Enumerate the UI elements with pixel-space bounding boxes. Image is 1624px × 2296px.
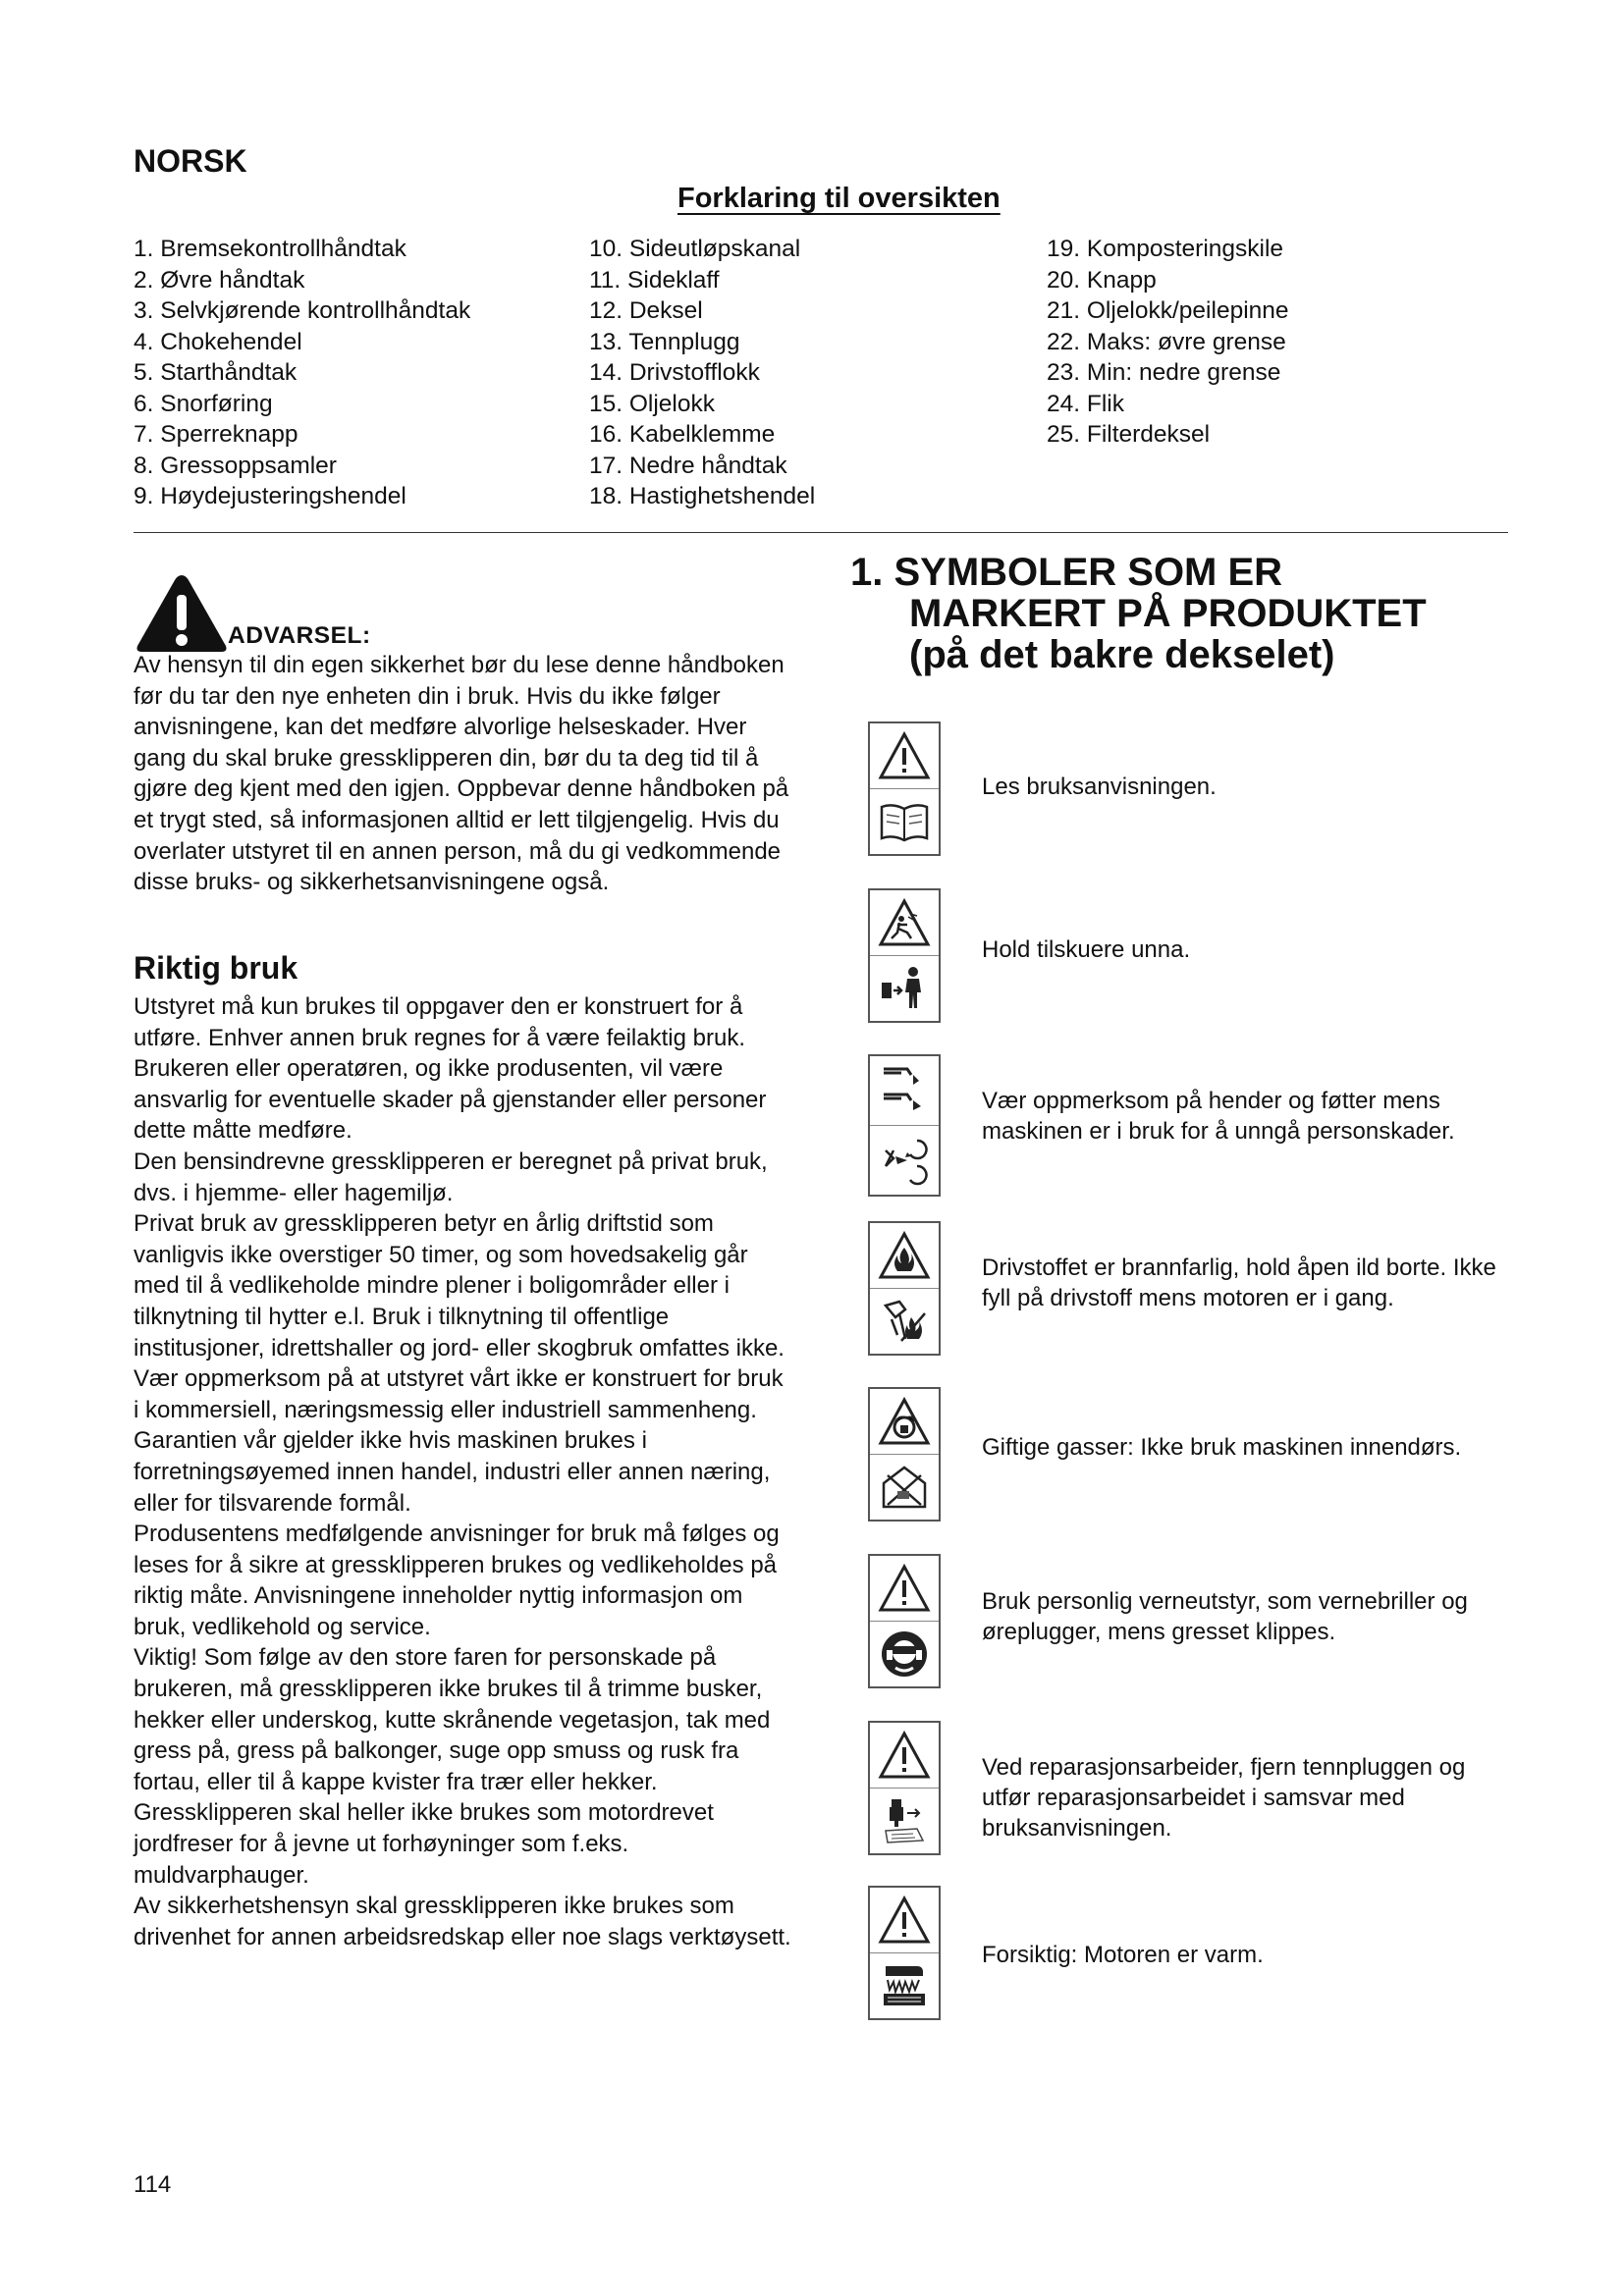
symbol-description: Forsiktig: Motoren er varm. <box>982 1942 1264 1968</box>
legend-item: 19. Komposteringskile <box>1047 236 1284 262</box>
flammable-fuel-icon <box>868 1221 941 1356</box>
legend-item: 17. Nedre håndtak <box>589 452 787 479</box>
correct-use-heading: Riktig bruk <box>134 950 298 986</box>
warning-label: ADVARSEL: <box>228 622 371 649</box>
legend-item: 2. Øvre håndtak <box>134 266 305 294</box>
symbol-description: Drivstoffet er brannfarlig, hold åpen ild borte. Ikke fyll på drivstoff mens motoren er i gang. <box>982 1255 1496 1311</box>
legend-item: 11. Sideklaff <box>589 266 720 294</box>
paragraph: Viktig! Som følge av den store faren for personskade på brukeren, må gressklipperen ikke brukes til å trimme busker, hekker eller underskog, kutte skrånende vegetasjon, tak med gress på, gress på balkonger, suge opp smuss og rusk fra fortau, eller til å kappe kvister fra trær eller hekker. Gressklipperen skal heller ikke brukes som motordrevet jordfreser for å jevne ut forhøyninger som f.eks. muldvarphauger. <box>134 1644 771 1889</box>
symbol-description: Les bruksanvisningen. <box>982 774 1217 800</box>
legend-item: 4. Chokehendel <box>134 328 302 355</box>
legend-item: 5. Starthåndtak <box>134 359 298 386</box>
legend-item: 6. Snorføring <box>134 390 273 417</box>
paragraph: Av sikkerhetshensyn skal gressklipperen ikke brukes som drivenhet for annen arbeidsredskap eller noe slags verktøysett. <box>134 1893 791 1950</box>
keep-bystanders-away-icon <box>868 888 941 1023</box>
warning-text <box>134 650 791 898</box>
paragraph: Privat bruk av gressklipperen betyr en årlig driftstid som vanligvis ikke overstiger 50 timer, og som hovedsakelig går med til å vedlikeholde mindre plener i boligområder eller i tilknytning til hytter e.l. Bruk i tilknytning til offentlige institusjoner, idrettshaller og jord- eller skogbruk omfattes ikke. <box>134 1210 785 1362</box>
legend-item: 24. Flik <box>1047 390 1124 417</box>
read-manual-icon <box>868 721 941 856</box>
legend-title: Forklaring til oversikten <box>677 183 1001 214</box>
legend-item: 16. Kabelklemme <box>589 421 776 448</box>
paragraph: Produsentens medfølgende anvisninger for bruk må følges og leses for å sikre at gressklipperen brukes og vedlikeholdes på riktig måte. Anvisningene inneholder nyttig informasjon om bruk, vedlikehold og service. <box>134 1521 780 1640</box>
title-line: MARKERT PÅ PRODUKTET <box>909 592 1427 635</box>
warning-paragraph: Av hensyn til din egen sikkerhet bør du lese denne håndboken før du tar den nye enheten din i bruk. Hvis du ikke følger anvisningene, kan det medføre alvorlige helseskader. Hver gang du skal bruke gressklipperen din, bør du ta deg tid til å gjøre deg kjent med den igjen. Oppbevar denne håndboken på et trygt sted, så informasjonen alltid er lett tilgjengelig. Hvis du overlater utstyret til en annen person, må du gi vedkommende disse bruks- og sikkerhetsanvisningene også. <box>134 652 789 896</box>
legend-item: 9. Høydejusteringshendel <box>134 483 406 509</box>
legend-item: 10. Sideutløpskanal <box>589 236 801 262</box>
symbol-description: Bruk personlig verneutstyr, som vernebriller og øreplugger, mens gresset klippes. <box>982 1588 1468 1645</box>
paragraph: Utstyret må kun brukes til oppgaver den er konstruert for å utføre. Enhver annen bruk regnes for å være feilaktig bruk. Brukeren eller operatøren, og ikke produsenten, vil være ansvarlig for eventuelle skader på gjenstander eller personer dette måtte medføre. <box>134 993 767 1145</box>
remove-spark-plug-icon <box>868 1721 941 1855</box>
correct-use-text <box>134 991 791 1952</box>
legend-item: 7. Sperreknapp <box>134 421 298 448</box>
legend-item: 15. Oljelokk <box>589 390 716 417</box>
legend-item: 25. Filterdeksel <box>1047 421 1211 448</box>
legend-item: 23. Min: nedre grense <box>1047 359 1281 386</box>
legend-item: 1. Bremsekontrollhåndtak <box>134 236 406 262</box>
hands-feet-blade-icon <box>868 1054 941 1197</box>
symbol-description: Vær oppmerksom på hender og føtter mens maskinen er i bruk for å unngå personskader. <box>982 1088 1455 1145</box>
paragraph: Vær oppmerksom på at utstyret vårt ikke er konstruert for bruk i kommersiell, næringsmessig eller industriell sammenheng. Garantien vår gjelder ikke hvis maskinen brukes i forretningsøyemed innen handel, industri eller annen næring, eller for tilsvarende formål. <box>134 1365 784 1517</box>
symbol-description: Ved reparasjonsarbeider, fjern tennpluggen og utfør reparasjonsarbeidet i samsvar med bruksanvisningen. <box>982 1754 1466 1842</box>
legend-item: 18. Hastighetshendel <box>589 483 816 509</box>
legend-column-3 <box>1047 234 1289 451</box>
hot-engine-icon <box>868 1886 941 2020</box>
language-heading: NORSK <box>134 143 247 179</box>
legend-item: 13. Tennplugg <box>589 328 740 355</box>
title-line: 1. SYMBOLER SOM ER <box>850 551 1283 594</box>
paragraph: Den bensindrevne gressklipperen er beregnet på privat bruk, dvs. i hjemme- eller hagemiljø. <box>134 1148 768 1206</box>
legend-column-1 <box>134 234 470 512</box>
legend-item: 20. Knapp <box>1047 266 1157 294</box>
page-number: 114 <box>134 2171 172 2198</box>
protective-equipment-icon <box>868 1554 941 1688</box>
legend-item: 21. Oljelokk/peilepinne <box>1047 297 1289 324</box>
legend-item: 12. Deksel <box>589 297 703 324</box>
symbol-description: Hold tilskuere unna. <box>982 936 1191 963</box>
toxic-gas-icon <box>868 1387 941 1522</box>
title-line: (på det bakre dekselet) <box>909 633 1335 676</box>
warning-icon <box>134 571 230 656</box>
symbols-section-title <box>850 552 1427 675</box>
legend-item: 14. Drivstofflokk <box>589 359 760 386</box>
symbol-description: Giftige gasser: Ikke bruk maskinen innendørs. <box>982 1434 1462 1461</box>
legend-column-2 <box>589 234 815 512</box>
legend-item: 3. Selvkjørende kontrollhåndtak <box>134 297 471 324</box>
legend-item: 22. Maks: øvre grense <box>1047 328 1286 355</box>
legend-item: 8. Gressoppsamler <box>134 452 337 479</box>
section-divider <box>134 532 1508 533</box>
